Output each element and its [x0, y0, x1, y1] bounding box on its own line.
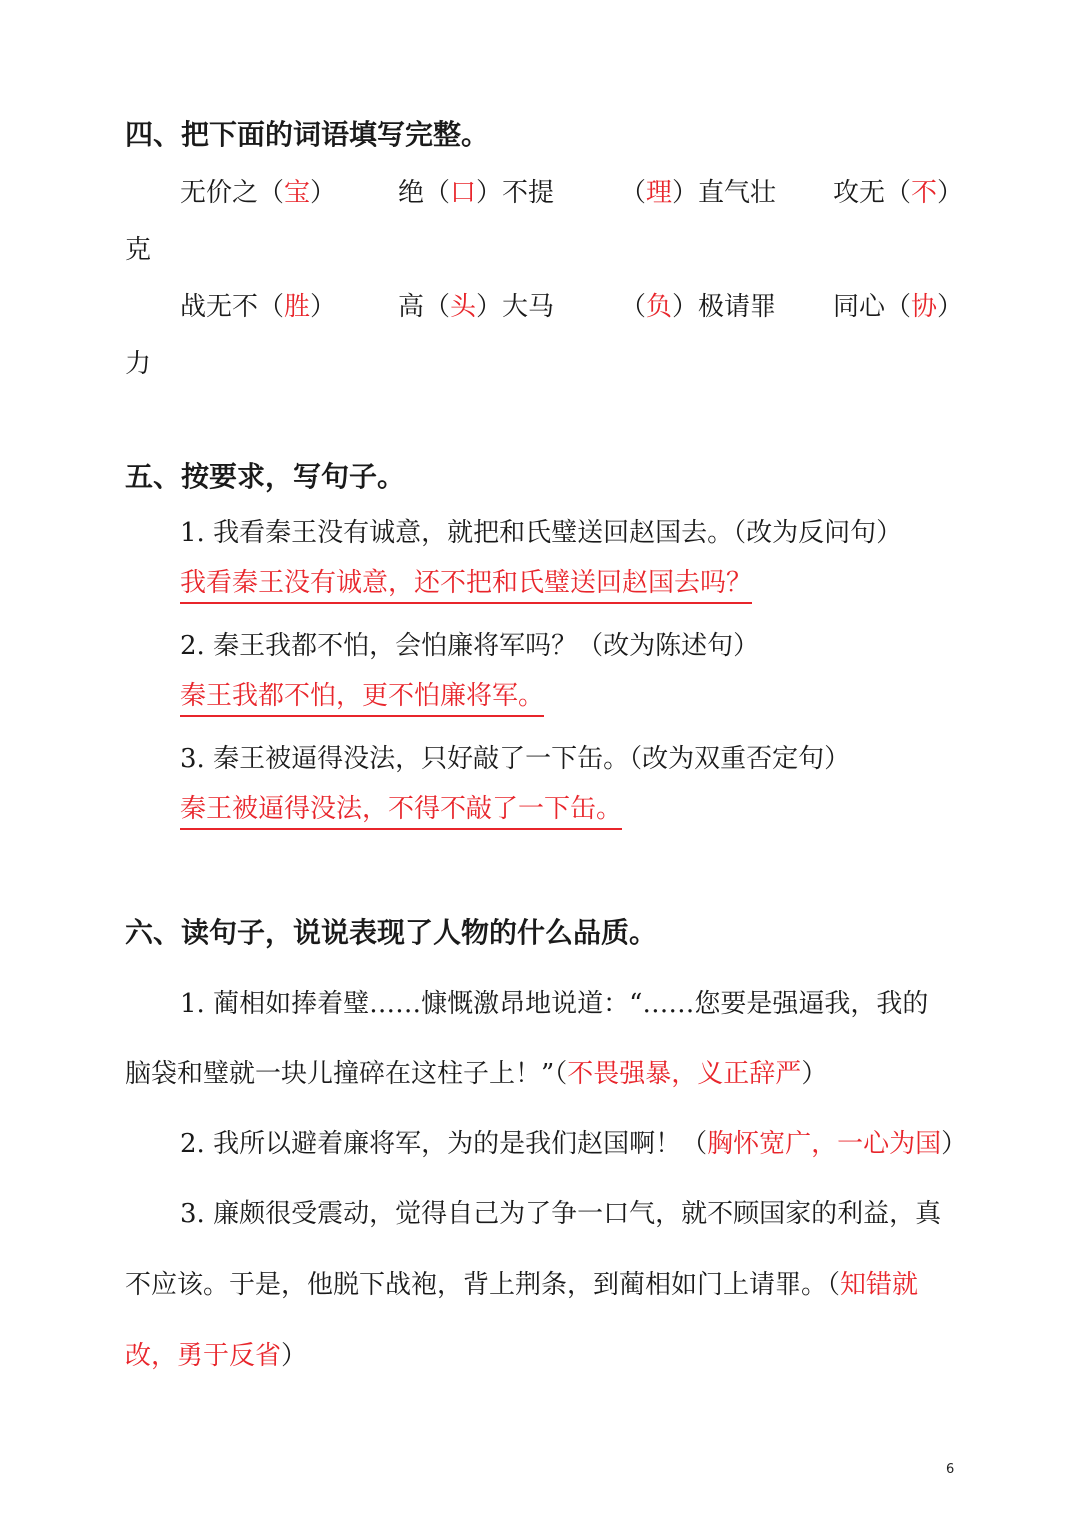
paragraph-line: 改，勇于反省） — [125, 1341, 308, 1371]
answer: 协 — [911, 292, 938, 322]
section6-title: 六、读句子，说说表现了人物的什么品质。 — [125, 916, 658, 949]
answer: 胜 — [284, 292, 311, 322]
fill-item: （负）极请罪 — [620, 292, 777, 322]
fill-item: 无价之（宝） — [180, 178, 337, 208]
answer: 不 — [911, 178, 938, 208]
answer-underlined: 我看秦王没有诚意，还不把和氏璧送回赵国去吗？ — [180, 566, 752, 604]
answer: 口 — [450, 178, 477, 208]
fill-item: 绝（口）不提 — [398, 178, 555, 208]
answer: 胸怀宽广，一心为国 — [707, 1129, 942, 1159]
answer: 宝 — [284, 178, 311, 208]
question: 3. 秦王被逼得没法，只好敲了一下缶。（改为双重否定句） — [180, 744, 851, 774]
answer-underlined: 秦王被逼得没法，不得不敲了一下缶。 — [180, 792, 622, 830]
fill-item: 攻无（不） — [833, 178, 964, 208]
answer: 头 — [450, 292, 477, 322]
section5-title: 五、按要求，写句子。 — [125, 460, 406, 493]
question: 2. 秦王我都不怕，会怕廉将军吗？（改为陈述句） — [180, 631, 760, 661]
answer: 改，勇于反省 — [125, 1341, 282, 1371]
paragraph-line: 3. 廉颇很受震动，觉得自己为了争一口气，就不顾国家的利益，真 — [180, 1199, 942, 1229]
wrap-char: 克 — [125, 235, 152, 265]
question: 1. 我看秦王没有诚意，就把和氏璧送回赵国去。（改为反问句） — [180, 518, 903, 548]
section4-title: 四、把下面的词语填写完整。 — [125, 118, 490, 151]
paragraph-line: 脑袋和璧就一块儿撞碎在这柱子上！”（不畏强暴，义正辞严） — [125, 1059, 828, 1089]
answer: 知错就 — [840, 1270, 919, 1300]
page-number: 6 — [946, 1462, 955, 1477]
paragraph-line: 2. 我所以避着廉将军，为的是我们赵国啊！（胸怀宽广，一心为国） — [180, 1129, 968, 1159]
fill-item: 战无不（胜） — [180, 292, 337, 322]
paragraph-line: 1. 蔺相如捧着璧……慷慨激昂地说道：“……您要是强逼我，我的 — [180, 989, 929, 1019]
answer: 负 — [646, 292, 673, 322]
wrap-char: 力 — [125, 349, 152, 379]
answer: 理 — [646, 178, 673, 208]
answer-underlined: 秦王我都不怕，更不怕廉将军。 — [180, 679, 544, 717]
fill-item: 同心（协） — [833, 292, 964, 322]
paragraph-line: 不应该。于是，他脱下战袍，背上荆条，到蔺相如门上请罪。（知错就 — [125, 1270, 919, 1300]
fill-item: （理）直气壮 — [620, 178, 777, 208]
fill-item: 高（头）大马 — [398, 292, 555, 322]
answer: 不畏强暴，义正辞严 — [567, 1059, 802, 1089]
